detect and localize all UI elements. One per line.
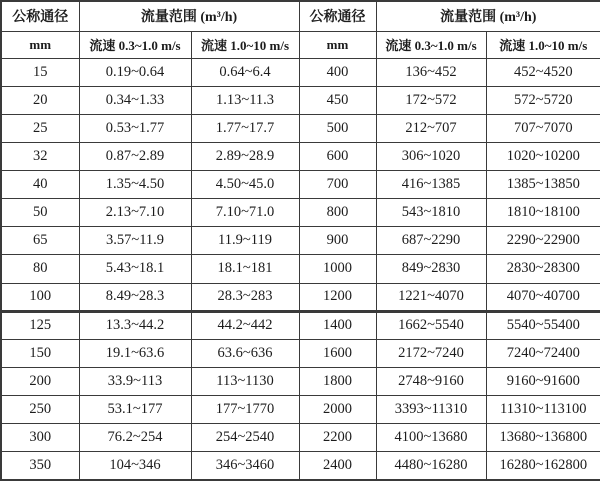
flow-high-cell: 63.6~636 — [191, 339, 299, 367]
dn-cell: 800 — [299, 199, 376, 227]
flow-low-cell: 0.53~1.77 — [79, 114, 191, 142]
flow-high-cell: 4.50~45.0 — [191, 171, 299, 199]
flow-low-cell: 3.57~11.9 — [79, 227, 191, 255]
dn-cell: 1000 — [299, 255, 376, 283]
flow-high-cell: 11310~113100 — [486, 396, 600, 424]
flow-low-cell: 53.1~177 — [79, 396, 191, 424]
flow-high-cell: 44.2~442 — [191, 311, 299, 339]
dn-cell: 700 — [299, 171, 376, 199]
table-row — [1, 171, 600, 199]
table-row — [1, 199, 600, 227]
flow-low-cell: 2.13~7.10 — [79, 199, 191, 227]
diameter-header-right: 公称通径 — [299, 1, 376, 31]
flow-high-cell: 1.13~11.3 — [191, 86, 299, 114]
dn-cell: 32 — [1, 142, 79, 170]
table-row — [1, 339, 600, 367]
header-row-2 — [1, 31, 600, 58]
flow-range-header-right: 流量范围 (m³/h) — [376, 1, 600, 31]
flow-low-cell: 136~452 — [376, 58, 486, 86]
flow-high-cell: 177~1770 — [191, 396, 299, 424]
flow-low-cell: 104~346 — [79, 452, 191, 480]
dn-cell: 1600 — [299, 339, 376, 367]
table-row — [1, 452, 600, 480]
dn-cell: 100 — [1, 283, 79, 311]
flow-high-cell: 452~4520 — [486, 58, 600, 86]
flow-low-cell: 543~1810 — [376, 199, 486, 227]
dn-cell: 900 — [299, 227, 376, 255]
dn-cell: 500 — [299, 114, 376, 142]
table-row — [1, 114, 600, 142]
flow-high-cell: 9160~91600 — [486, 367, 600, 395]
dn-cell: 1200 — [299, 283, 376, 311]
flow-low-cell: 4100~13680 — [376, 424, 486, 452]
flow-high-cell: 1810~18100 — [486, 199, 600, 227]
flow-high-cell: 1020~10200 — [486, 142, 600, 170]
table-row — [1, 367, 600, 395]
dn-cell: 1400 — [299, 311, 376, 339]
flow-low-cell: 4480~16280 — [376, 452, 486, 480]
flow-high-cell: 11.9~119 — [191, 227, 299, 255]
table-row — [1, 396, 600, 424]
flow-low-cell: 8.49~28.3 — [79, 283, 191, 311]
diameter-header-left: 公称通径 — [1, 1, 79, 31]
flow-low-cell: 172~572 — [376, 86, 486, 114]
unit-header-left: mm — [1, 31, 79, 58]
flow-high-cell: 16280~162800 — [486, 452, 600, 480]
dn-cell: 125 — [1, 311, 79, 339]
flow-high-cell: 0.64~6.4 — [191, 58, 299, 86]
flow-high-cell: 2.89~28.9 — [191, 142, 299, 170]
flow-low-cell: 33.9~113 — [79, 367, 191, 395]
flow-low-cell: 2172~7240 — [376, 339, 486, 367]
flow-high-cell: 1385~13850 — [486, 171, 600, 199]
dn-cell: 400 — [299, 58, 376, 86]
dn-cell: 25 — [1, 114, 79, 142]
dn-cell: 50 — [1, 199, 79, 227]
flow-low-cell: 306~1020 — [376, 142, 486, 170]
velocity-high-header-left: 流速 1.0~10 m/s — [191, 31, 299, 58]
flow-high-cell: 7240~72400 — [486, 339, 600, 367]
flow-low-cell: 0.34~1.33 — [79, 86, 191, 114]
flow-high-cell: 5540~55400 — [486, 311, 600, 339]
flow-low-cell: 1221~4070 — [376, 283, 486, 311]
flow-low-cell: 3393~11310 — [376, 396, 486, 424]
flow-high-cell: 28.3~283 — [191, 283, 299, 311]
table-row — [1, 58, 600, 86]
flow-high-cell: 113~1130 — [191, 367, 299, 395]
flow-low-cell: 5.43~18.1 — [79, 255, 191, 283]
unit-header-right: mm — [299, 31, 376, 58]
flow-high-cell: 2830~28300 — [486, 255, 600, 283]
table-row — [1, 142, 600, 170]
flow-low-cell: 849~2830 — [376, 255, 486, 283]
flow-low-cell: 76.2~254 — [79, 424, 191, 452]
dn-cell: 250 — [1, 396, 79, 424]
flow-range-header-left: 流量范围 (m³/h) — [79, 1, 299, 31]
dn-cell: 350 — [1, 452, 79, 480]
dn-cell: 200 — [1, 367, 79, 395]
dn-cell: 65 — [1, 227, 79, 255]
flow-high-cell: 707~7070 — [486, 114, 600, 142]
flow-high-cell: 254~2540 — [191, 424, 299, 452]
velocity-low-header-right: 流速 0.3~1.0 m/s — [376, 31, 486, 58]
table-row — [1, 283, 600, 311]
flow-high-cell: 346~3460 — [191, 452, 299, 480]
dn-cell: 150 — [1, 339, 79, 367]
flow-low-cell: 19.1~63.6 — [79, 339, 191, 367]
table-row — [1, 424, 600, 452]
table-row — [1, 86, 600, 114]
table-row — [1, 311, 600, 339]
flow-high-cell: 2290~22900 — [486, 227, 600, 255]
dn-cell: 80 — [1, 255, 79, 283]
dn-cell: 450 — [299, 86, 376, 114]
dn-cell: 2200 — [299, 424, 376, 452]
flow-high-cell: 13680~136800 — [486, 424, 600, 452]
flow-high-cell: 4070~40700 — [486, 283, 600, 311]
flow-high-cell: 18.1~181 — [191, 255, 299, 283]
flow-low-cell: 0.19~0.64 — [79, 58, 191, 86]
flow-low-cell: 416~1385 — [376, 171, 486, 199]
flow-low-cell: 1662~5540 — [376, 311, 486, 339]
dn-cell: 300 — [1, 424, 79, 452]
dn-cell: 15 — [1, 58, 79, 86]
flow-low-cell: 2748~9160 — [376, 367, 486, 395]
flow-high-cell: 1.77~17.7 — [191, 114, 299, 142]
flow-low-cell: 687~2290 — [376, 227, 486, 255]
velocity-high-header-right: 流速 1.0~10 m/s — [486, 31, 600, 58]
flow-low-cell: 1.35~4.50 — [79, 171, 191, 199]
dn-cell: 20 — [1, 86, 79, 114]
velocity-low-header-left: 流速 0.3~1.0 m/s — [79, 31, 191, 58]
flow-low-cell: 0.87~2.89 — [79, 142, 191, 170]
dn-cell: 600 — [299, 142, 376, 170]
header-row-1 — [1, 1, 600, 31]
flow-high-cell: 572~5720 — [486, 86, 600, 114]
table-row — [1, 227, 600, 255]
table-row — [1, 255, 600, 283]
dn-cell: 1800 — [299, 367, 376, 395]
flow-low-cell: 212~707 — [376, 114, 486, 142]
flow-high-cell: 7.10~71.0 — [191, 199, 299, 227]
dn-cell: 2000 — [299, 396, 376, 424]
dn-cell: 40 — [1, 171, 79, 199]
flow-low-cell: 13.3~44.2 — [79, 311, 191, 339]
dn-cell: 2400 — [299, 452, 376, 480]
